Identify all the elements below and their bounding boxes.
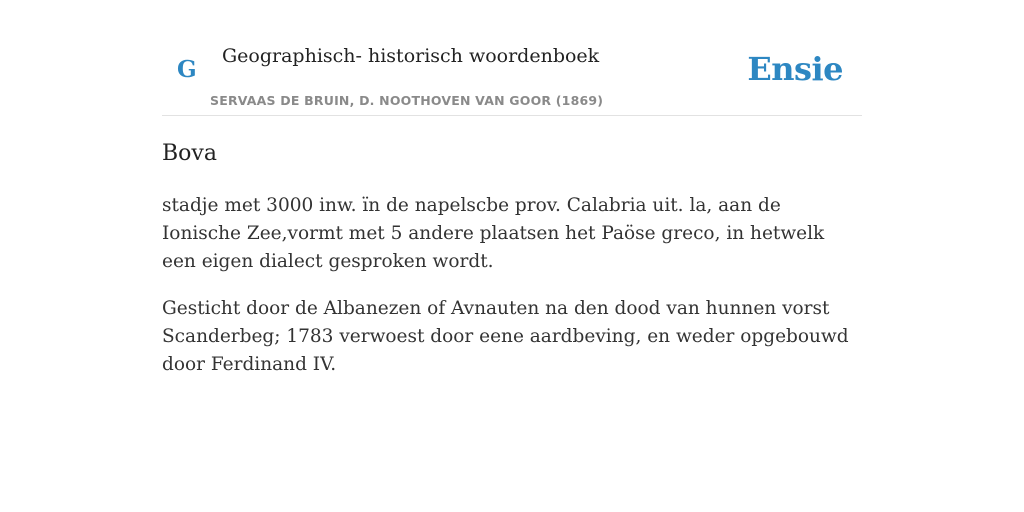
book-title[interactable]: Geographisch- historisch woordenboek: [222, 45, 600, 67]
entry-title: Bova: [162, 141, 217, 166]
entry-paragraph: Gesticht door de Albanezen of Avnauten na den dood van hunnen vorst Scanderbeg; 1783 verwoest door eene aardbeving, en weder opgebouwd door Ferdinand IV.: [162, 298, 849, 375]
book-letter-link[interactable]: G: [177, 56, 197, 83]
entry: [162, 138, 862, 379]
book-authors: SERVAAS DE BRUIN, D. NOOTHOVEN VAN GOOR (1869): [210, 93, 604, 108]
entry-paragraph: stadje met 3000 inw. ïn de napelscbe prov. Calabria uit. la, aan de Ionische Zee,vormt met 5 andere plaatsen het Paöse greco, in hetwelk een eigen dialect gesproken wordt.: [162, 195, 825, 272]
book-header: [162, 40, 862, 116]
ensie-logo[interactable]: Ensie: [747, 50, 843, 88]
entry-body: [162, 192, 862, 379]
